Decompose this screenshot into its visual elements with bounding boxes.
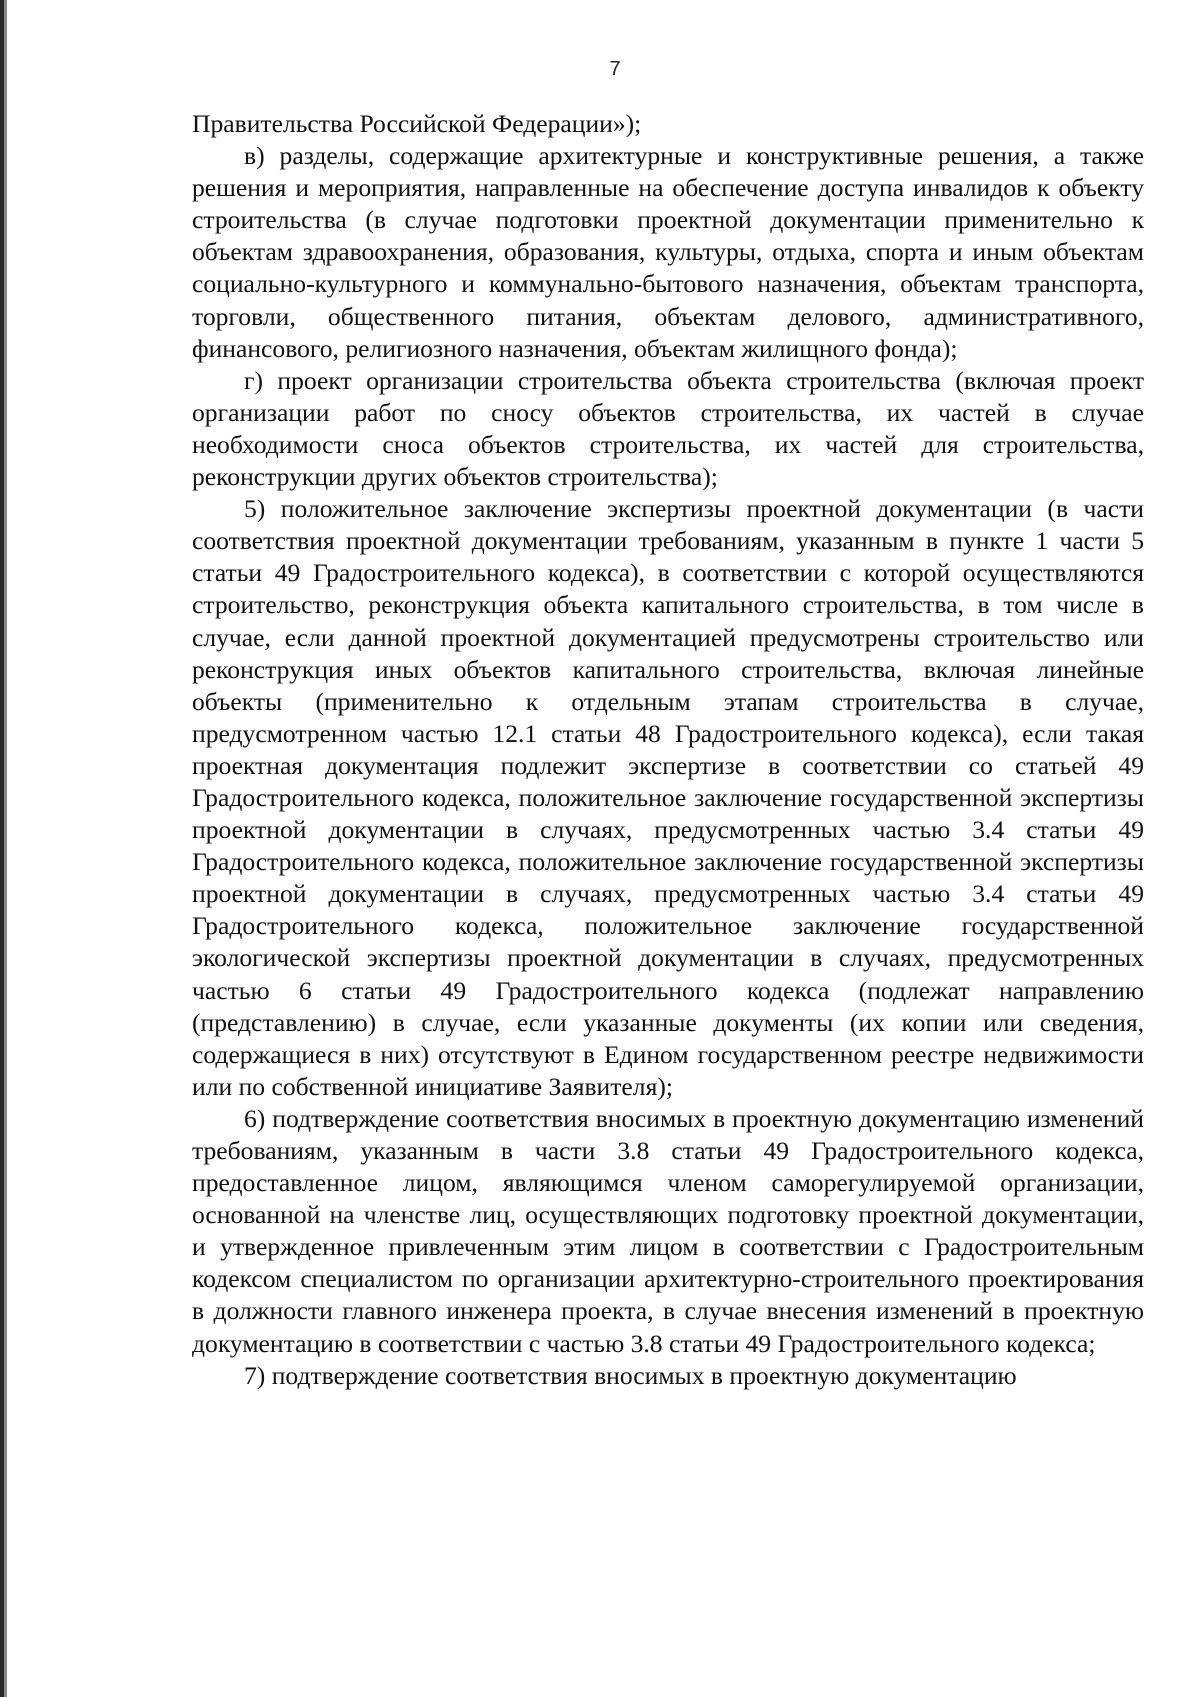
paragraph-item-v: в) разделы, содержащие архитектурные и конструктивные решения, а также решения и мероприятия, направленные на обеспечение доступа инвалидов к объекту строительства (в случае подготовки проектной документации применительно к объектам здравоохранения, образования, культуры, отдыха, спорта и иным объектам социально-культурного и коммунально-бытового назначения, объектам транспорта, торговли, общественного питания, объектам делового, административного, финансового, религиозного назначения, объектам жилищного фонда);: [192, 141, 1144, 363]
page-number: 7: [609, 58, 621, 80]
paragraph-item-g: г) проект организации строительства объекта строительства (включая проект организации работ по сносу объектов строительства, их частей в случае необходимости сноса объектов строительства, их частей для строительства, реконструкции других объектов строительства);: [192, 365, 1144, 492]
paragraph-item-6: 6) подтверждение соответствия вносимых в проектную документацию изменений требованиям, указанным в части 3.8 статьи 49 Градостроительного кодекса, предоставленное лицом, являющимся членом саморегулируемой организации, основанной на членстве лиц, осуществляющих подготовку проектной документации, и утвержденное привлеченным этим лицом в соответствии с Градостроительным кодексом специалистом по организации архитектурно-строительного проектирования в должности главного инженера проекта, в случае внесения изменений в проектную документацию в соответствии с частью 3.8 статьи 49 Градостроительного кодекса;: [192, 1103, 1144, 1358]
paragraph-continuation: Правительства Российской Федерации»);: [192, 109, 642, 138]
document-body: [192, 108, 1144, 1392]
scan-edge-shadow-inner: [4, 0, 7, 1697]
paragraph-item-5: 5) положительное заключение экспертизы проектной документации (в части соответствия проектной документации требованиям, указанным в пункте 1 части 5 статьи 49 Градостроительного кодекса), в соответствии с которой осуществляются строительство, реконструкция объекта капитального строительства, в том числе в случае, если данной проектной документацией предусмотрены строительство или реконструкция иных объектов капитального строительства, включая линейные объекты (применительно к отдельным этапам строительства в случае, предусмотренном частью 12.1 статьи 48 Градостроительного кодекса), если такая проектная документация подлежит экспертизе в соответствии со статьей 49 Градостроительного кодекса, положительное заключение государственной экспертизы проектной документации в случаях, предусмотренных частью 3.4 статьи 49 Градостроительного кодекса, положительное заключение государственной экспертизы проектной документации в случаях, предусмотренных частью 3.4 статьи 49 Градостроительного кодекса, положительное заключение государственной экологической экспертизы проектной документации в случаях, предусмотренных частью 6 статьи 49 Градостроительного кодекса (подлежат направлению (представлению) в случае, если указанные документы (их копии или сведения, содержащиеся в них) отсутствуют в Едином государственном реестре недвижимости или по собственной инициативе Заявителя);: [192, 494, 1144, 1101]
paragraph-item-7: 7) подтверждение соответствия вносимых в проектную документацию: [244, 1360, 1017, 1390]
